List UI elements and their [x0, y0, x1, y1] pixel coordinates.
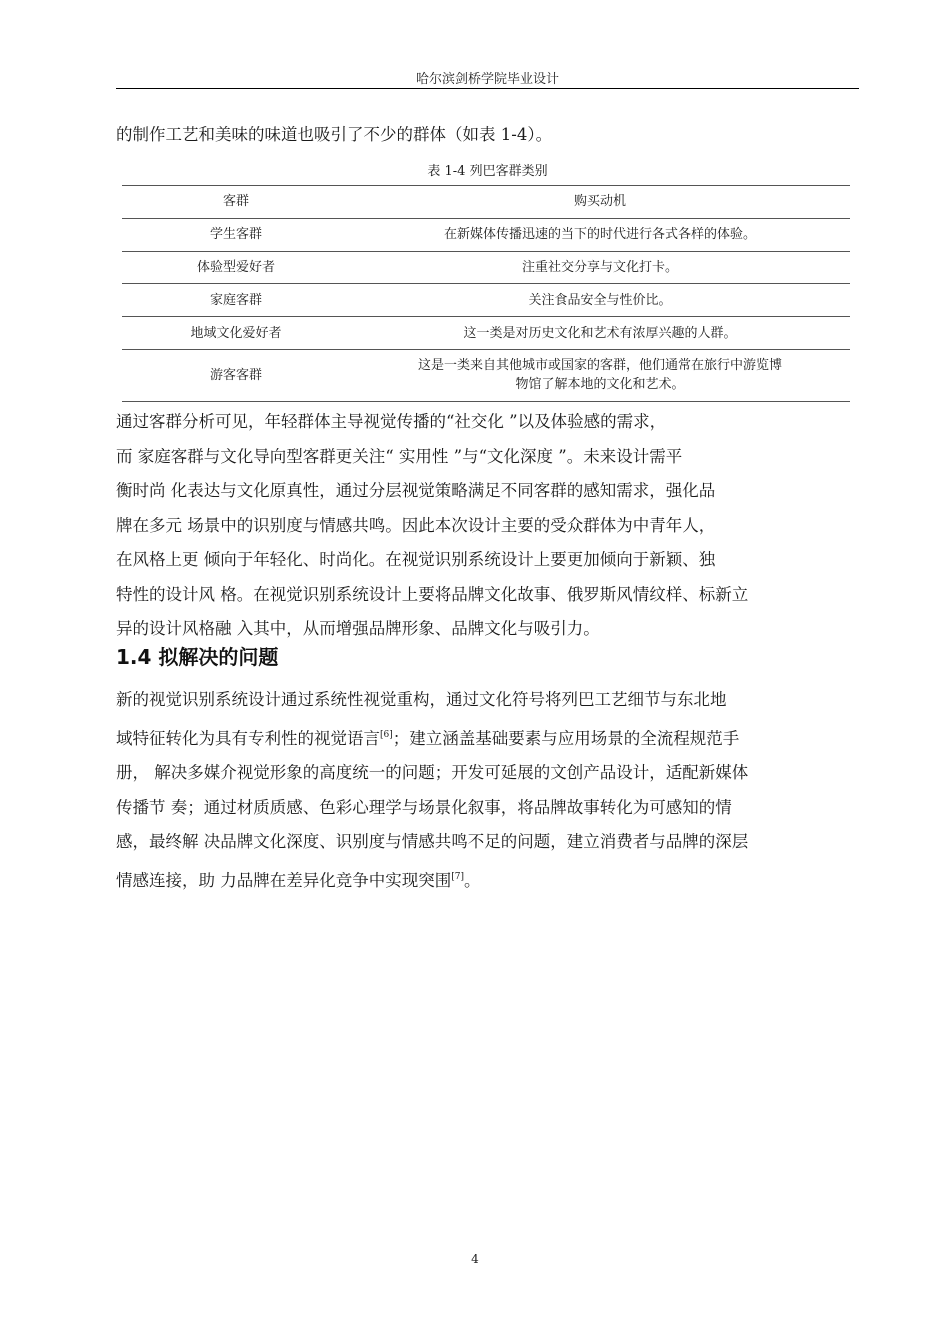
text-run: 情感连接，助 力品牌在差异化竞争中实现突围 [116, 870, 452, 890]
citation-6: [6] [380, 729, 393, 740]
cell-motive: 这一类是对历史文化和艺术有浓厚兴趣的人群。 [350, 317, 850, 350]
citation-7: [7] [451, 871, 464, 882]
paragraph-line [116, 860, 859, 899]
paragraph-line: 在风格上更 倾向于年轻化、时尚化。在视觉识别系统设计上要更加倾向于新颖、独 [116, 550, 716, 569]
paragraph-line: 新的视觉识别系统设计通过系统性视觉重构，通过文化符号将列巴工艺细节与东北地 [116, 690, 727, 709]
paragraph-line: 特性的设计风 格。在视觉识别系统设计上要将品牌文化故事、俄罗斯风情纹样、标新立 [116, 584, 749, 604]
page-number: 4 [471, 1252, 479, 1266]
table-row [122, 218, 850, 251]
text-run: ；建立涵盖基础要素与应用场景的全流程规范手 [392, 728, 740, 748]
paragraph-line [116, 718, 859, 757]
paragraph-line: 通过客群分析可见，年轻群体主导视觉传播的“社交化 ”以及体验感的需求， [116, 412, 667, 431]
lead-sentence: 的制作工艺和美味的味道也吸引了不少的群体（如表 1-4）。 [116, 125, 553, 144]
cell-group: 学生客群 [122, 218, 350, 251]
table-row [122, 317, 850, 350]
cell-group: 家庭客群 [122, 284, 350, 317]
table-row [122, 251, 850, 284]
paragraph-line: 传播节 奏；通过材质质感、色彩心理学与场景化叙事，将品牌故事转化为可感知的情 [116, 797, 732, 817]
cell-motive: 在新媒体传播迅速的当下的时代进行各式各样的体验。 [350, 218, 850, 251]
cell-motive: 关注食品安全与性价比。 [350, 284, 850, 317]
text-run: 域特征转化为具有专利性的视觉语言 [116, 728, 380, 748]
table-row [122, 284, 850, 317]
cell-motive: 注重社交分享与文化打卡。 [350, 251, 850, 284]
paragraph-line: 牌在多元 场景中的识别度与情感共鸣。因此本次设计主要的受众群体为中青年人， [116, 515, 716, 535]
cell-motive [350, 349, 850, 401]
paragraph-line: 异的设计风格融 入其中，从而增强品牌形象、品牌文化与吸引力。 [116, 619, 600, 638]
table-caption: 表 1-4 列巴客群类别 [427, 164, 548, 179]
paragraph-line: 而 家庭客群与文化导向型客群更关注“ 实用性 ”与“文化深度 ”。未来设计需平 [116, 446, 683, 466]
cell-group: 地域文化爱好者 [122, 317, 350, 350]
cell-motive-line: 物馆了解本地的文化和艺术。 [515, 377, 685, 393]
customer-group-table [122, 185, 850, 402]
section-heading: 1.4 拟解决的问题 [116, 645, 279, 669]
paragraph-line: 册， 解决多媒介视觉形象的高度统一的问题；开发可延展的文创产品设计，适配新媒体 [116, 763, 749, 782]
cell-group: 体验型爱好者 [122, 251, 350, 284]
table-row [122, 349, 850, 401]
column-header-group: 客群 [122, 186, 350, 219]
customer-analysis-paragraph [116, 405, 859, 647]
paragraph-line: 感，最终解 决品牌文化深度、识别度与情感共鸣不足的问题，建立消费者与品牌的深层 [116, 832, 749, 851]
running-header: 哈尔滨剑桥学院毕业设计 [415, 72, 559, 87]
text-run: 。 [464, 870, 481, 890]
cell-group: 游客客群 [122, 349, 350, 401]
problem-paragraph [116, 683, 859, 898]
column-header-motive: 购买动机 [350, 186, 850, 219]
header-rule [116, 88, 859, 89]
paragraph-line: 衡时尚 化表达与文化原真性，通过分层视觉策略满足不同客群的感知需求，强化品 [116, 481, 716, 500]
table-header-row [122, 186, 850, 219]
cell-motive-line: 这是一类来自其他城市或国家的客群，他们通常在旅行中游览博 [417, 358, 782, 374]
